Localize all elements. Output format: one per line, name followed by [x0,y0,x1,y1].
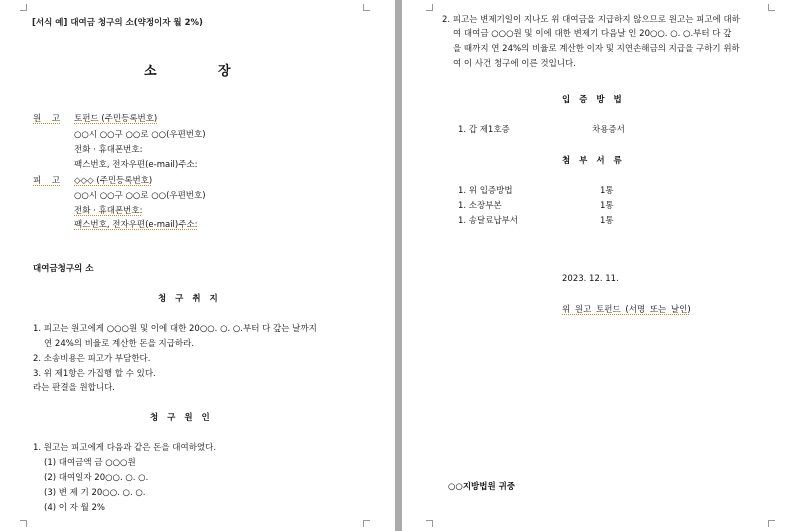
cause-item: (2) 대여일자 20○○. ○. ○. [44,473,149,483]
defendant-fax: 팩스번호, 전자우편(e-mail)주소: [74,220,198,230]
purpose-line-2: 연 24%의 비율로 계산한 돈을 지급하라. [44,339,195,349]
attachment-count: 1통 [600,216,614,226]
court-name: ○○지방법원 귀중 [448,482,516,492]
purpose-line-3: 2. 소송비용은 피고가 부담한다. [33,354,151,364]
claim-purpose-title: 청 구 취 지 [158,294,218,304]
defendant-role: 피 고 [33,176,61,186]
title-right: 장 [218,64,232,79]
cause-para-line-3: 을 때까지 연 24%의 비율로 계산한 이자 및 지연손해금의 지급을 구하기 위하 [453,44,740,54]
cause-item: (3) 변 제 기 20○○. ○. ○. [44,488,146,498]
defendant-name: ◇◇◇ (주민등록번호) [74,176,153,186]
document-page-1 [0,0,395,531]
cause-item: (4) 이 자 월 2% [44,503,105,513]
cause-item: (1) 대여금액 금 ○○○원 [44,458,136,468]
purpose-line-5: 라는 판결을 원합니다. [33,383,116,393]
purpose-line-4: 3. 위 제1항은 가집행 할 수 있다. [33,369,156,379]
defendant-phone: 전화 · 휴대폰번호: [74,206,143,216]
attachment-item: 1. 소장부본 [458,201,502,211]
crop-mark [20,520,27,527]
evidence-desc: 차용증서 [592,125,625,135]
plaintiff-role: 원 고 [33,114,61,124]
evidence-title: 입 증 방 법 [562,95,622,105]
claim-cause-title: 청 구 원 인 [150,413,210,423]
case-name: 대여금청구의 소 [33,264,94,274]
attachments-title: 첨 부 서 류 [562,156,622,166]
cause-para-line-1: 2. 피고는 변제기일이 지나도 위 대여금을 지급하지 않으므로 원고는 피고에 대하 [442,15,740,25]
evidence-item: 1. 갑 제1호증 [458,125,510,135]
cause-para-line-2: 여 대여금 ○○○원 및 이에 대한 변제기 다음날 인 20○○. ○. ○.부터 다 갚 [453,29,732,39]
attachment-item: 1. 위 입증방법 [458,186,513,196]
title-left: 소 [144,64,158,79]
crop-mark [768,520,775,527]
plaintiff-fax: 팩스번호, 전자우편(e-mail)주소: [74,160,198,170]
plaintiff-name: 토펀드 (주민등록번호) [74,114,158,124]
crop-mark [426,520,433,527]
crop-mark [768,4,775,11]
crop-mark [363,4,370,11]
attachment-item: 1. 송달료납부서 [458,216,519,226]
document-page-2 [402,0,800,531]
form-header: [서식 예] 대여금 청구의 소(약정이자 월 2%) [32,18,203,28]
defendant-address: ○○시 ○○구 ○○로 ○○(우편번호) [74,191,206,201]
plaintiff-address: ○○시 ○○구 ○○로 ○○(우편번호) [74,130,206,140]
filing-date: 2023. 12. 11. [562,274,619,284]
plaintiff-phone: 전화 · 휴대폰번호: [74,145,143,155]
attachment-count: 1통 [600,201,614,211]
attachment-count: 1통 [600,186,614,196]
signer-line: 위 원고 토펀드 (서명 또는 날인) [562,305,691,315]
purpose-line-1: 1. 피고는 원고에게 ○○○원 및 이에 대한 20○○. ○. ○.부터 다 갚는 날까지 [33,324,317,334]
crop-mark [20,4,27,11]
cause-intro: 1. 원고는 피고에게 다음과 같은 돈을 대여하였다. [33,443,217,453]
crop-mark [363,520,370,527]
crop-mark [426,4,433,11]
cause-para-line-4: 여 이 사건 청구에 이른 것입니다. [453,59,576,69]
